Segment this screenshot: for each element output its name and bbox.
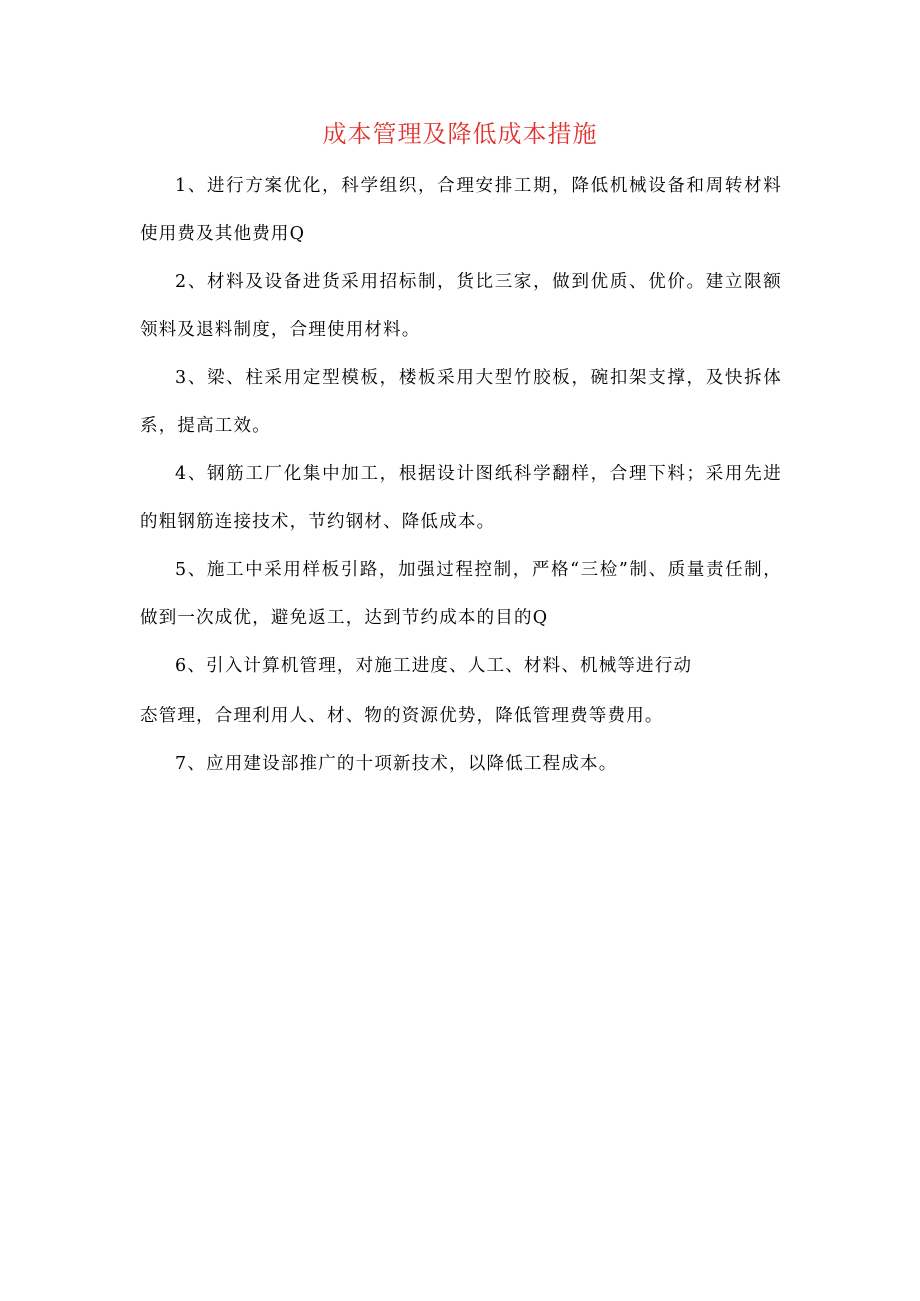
document-title: 成本管理及降低成本措施: [322, 120, 598, 148]
paragraph-7: 7、应用建设部推广的十项新技术，以降低工程成本。: [175, 754, 618, 774]
document-body: [140, 162, 782, 788]
paragraph-6-line-1: 6、引入计算机管理，对施工进度、人工、材料、机械等进行动: [175, 656, 693, 676]
paragraph-5: 5、施工中采用样板引路，加强过程控制，严格“三检”制、质量责任制，做到一次成优，避免返工，达到节约成本的目的Q: [140, 560, 782, 628]
paragraph-6-line-2: 态管理，合理利用人、材、物的资源优势，降低管理费等费用。: [140, 706, 664, 726]
paragraph-1: 1、进行方案优化，科学组织，合理安排工期，降低机械设备和周转材料使用费及其他费用Q: [140, 176, 782, 244]
paragraph-4: 4、钢筋工厂化集中加工，根据设计图纸科学翻样，合理下料；采用先进的粗钢筋连接技术，节约钢材、降低成本。: [140, 464, 782, 532]
paragraph-2: 2、材料及设备进货采用招标制，货比三家，做到优质、优价。建立限额领料及退料制度，合理使用材料。: [140, 272, 782, 340]
paragraph-3: 3、梁、柱采用定型模板，楼板采用大型竹胶板，碗扣架支撑，及快拆体系，提高工效。: [140, 368, 782, 436]
